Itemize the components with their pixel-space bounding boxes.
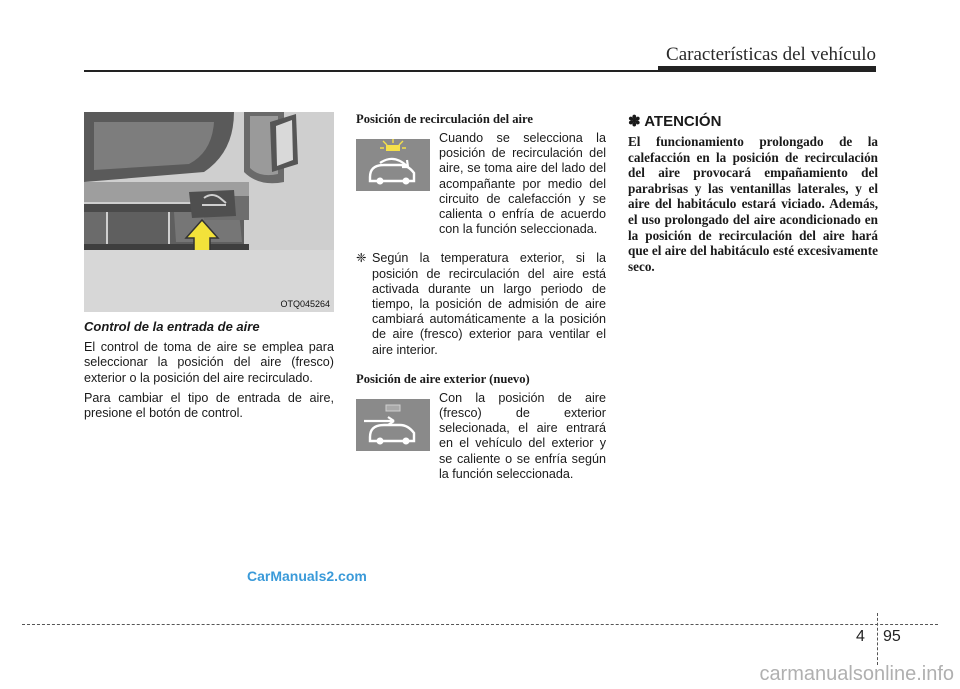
- attention-heading: [628, 112, 878, 130]
- figure-code: OTQ045264: [280, 299, 330, 309]
- column-left: [84, 112, 334, 426]
- footer-rule: [22, 624, 938, 625]
- note-block: [356, 251, 606, 357]
- air-intake-figure: [84, 112, 334, 312]
- fresh-air-mode-icon: [356, 399, 430, 451]
- fresh-air-description: Con la posición de aire (fresco) de exterior selecionada, el aire entrará en el vehículo del exterior y se caliente o se enfría según la función seleccionada.: [439, 390, 606, 481]
- footer-site-link[interactable]: carmanualsonline.info: [759, 663, 954, 685]
- paragraph: El control de toma de aire se emplea para seleccionar la posición del aire (fresco) exterior o la posición del aire recirculado.: [84, 340, 334, 385]
- page-separator: [877, 613, 878, 665]
- fresh-air-block: [356, 391, 606, 491]
- recirculation-description: Cuando se selecciona la posición de recirculación del aire, se toma aire del lado del acompañante por medio del circuito de calefacción y se calienta o enfría de acuerdo con la función seleccionada.: [439, 131, 606, 237]
- recirculation-mode-icon: [356, 139, 430, 191]
- header-rule-accent: [658, 66, 876, 71]
- section-subheading: Control de la entrada de aire: [84, 319, 260, 334]
- watermark-link[interactable]: CarManuals2.com: [247, 568, 367, 584]
- paragraph: Para cambiar el tipo de entrada de aire, presione el botón de control.: [84, 390, 334, 421]
- chapter-title: Características del vehículo: [666, 44, 876, 65]
- fresh-air-heading: Posición de aire exterior (nuevo): [356, 371, 530, 386]
- note-text: Según la temperatura exterior, si la posición de recirculación del aire está activada durante un largo periodo de tiempo, la posición de admisión de aire cambiará automáticamente a la posición de aire (fresco) exterior para ventilar el aire interior.: [372, 251, 606, 357]
- note-mark-icon: ❈: [356, 251, 367, 266]
- attention-text: El funcionamiento prolongado de la calefacción en la posición de recirculación del aire provocará empañamiento del parabrisas y las ventanillas laterales, y el aire del habitáculo estará viciado. Además, el uso prolongado del aire acondicionado en la posición de recirculación del aire hará que el aire del habitáculo esté excesivamente seco.: [628, 134, 878, 274]
- column-right: [628, 112, 878, 274]
- column-middle: [356, 112, 606, 491]
- attention-mark-icon: ✽: [628, 113, 641, 130]
- dashboard-control-illustration: [84, 112, 334, 312]
- attention-title: ATENCIÓN: [644, 113, 722, 130]
- chapter-number: 4: [856, 628, 865, 645]
- page-number: 95: [883, 628, 901, 645]
- recirculation-heading: Posición de recirculación del aire: [356, 112, 533, 126]
- recirculation-block: [356, 131, 606, 237]
